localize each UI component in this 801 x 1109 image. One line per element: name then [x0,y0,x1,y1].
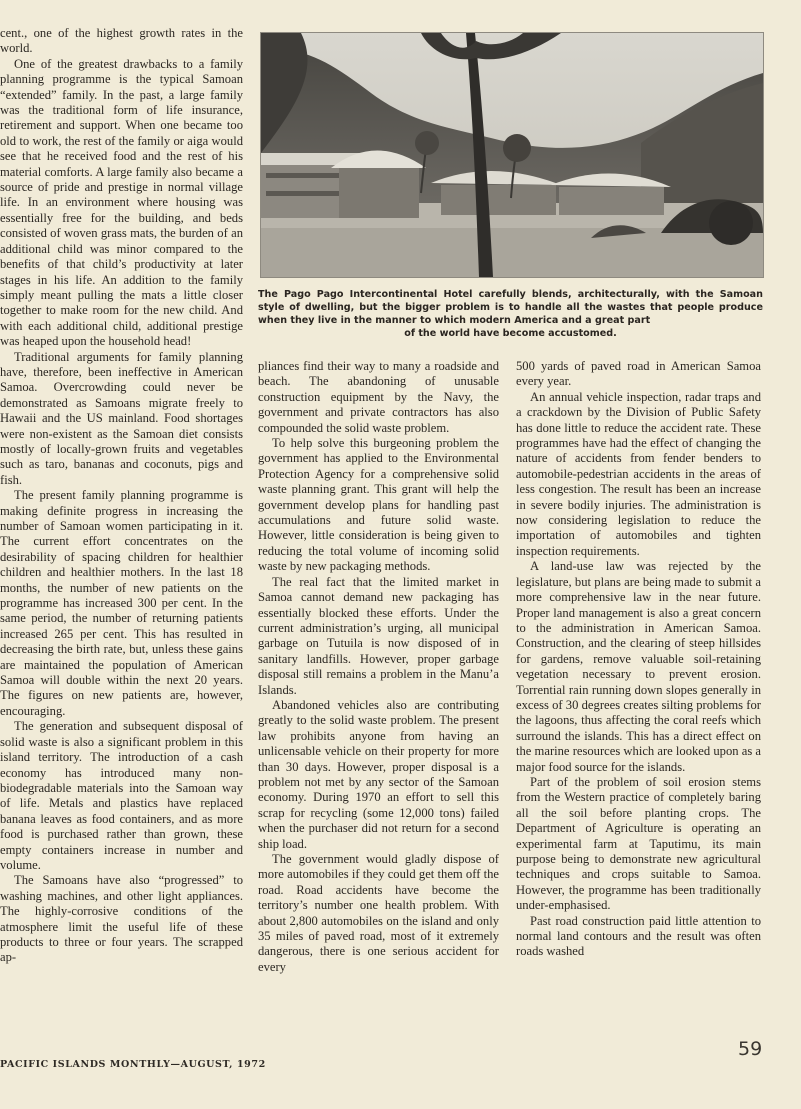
paragraph: Traditional arguments for family planning have, therefore, been ineffective in American Samoa. Overcrowding could never be demonstrated as Samoans migrate freely to Hawaii and the US mainland. Food shortages were non-existent as the Samoan diet consists mostly of locally-grown fruits and vegetables such as taro, bananas and coconuts, pigs and fish. [0,349,243,487]
paragraph: The real fact that the limited market in Samoa cannot demand new packaging has essentially blocked these efforts. Under the current administration’s urging, all municipal garbage on Tutuila is now disposed of in sanitary landfills. However, proper garbage disposal still remains a problem in the Manu’a Islands. [258,574,499,697]
paragraph: The present family planning programme is making definite progress in increasing the number of Samoan women participating in it. The current effort concentrates on the desirability of spacing children for healthier children and healthier mothers. In the last 18 months, the number of new patients on the programme has increased 300 per cent. In the same period, the number of returning patients increased 265 per cent. This has resulted in decreasing the birth rate, but, unless these gains are maintained the population of American Samoa will double within the next 20 years. The figures on new patients are, however, encouraging. [0,488,243,718]
left-column [0,26,243,966]
paragraph: A land-use law was rejected by the legislature, but plans are being made to submit a more comprehensive law in the near future. Proper land management is also a great concern to the administration in American Samoa. Construction, and the clearing of steep hillsides for gardens, remove valuable soil-retaining vegetation necessary to prevent erosion. Torrential rain running down slopes generally in excess of 30 degrees creates silting problems for the lagoons, thus affecting the coral reefs which surround the islands. This has a direct effect on the marine resources which are looked upon as a major food source for the islands. [516,559,761,774]
right-column [516,359,761,960]
middle-column [258,359,499,975]
paragraph: An annual vehicle inspection, radar traps and a crackdown by the Division of Public Safety has done little to reduce the accident rate. These programmes have had the effect of changing the nature of accidents from fender benders to automobile-pedestrian accidents in the areas of less congestion. The result has been an increase in severe bodily injuries. The administration is now considering legislation to reduce the importation of automobiles and tighten inspection requirements. [516,389,761,558]
paragraph: cent., one of the highest growth rates in the world. [0,26,243,56]
paragraph: The government would gladly dispose of more automobiles if they could get them off the road. Road accidents have become the territory’s number one health problem. With about 2,800 automobiles on the island and only 35 miles of paved road, most of it extremely dangerous, there is one serious accident for every [258,852,499,974]
caption-line: The Pago Pago Intercontinental Hotel carefully blends, architecturally, with the Samoan style of dwelling, but the bigger problem is to handle all the wastes that people produce when they live in the manner to which modern America and a great part [258,289,763,326]
paragraph: The Samoans have also “progressed” to washing machines, and other light appliances. The highly-corrosive conditions of the atmosphere limit the useful life of these products to three or four years. The scrapped ap- [0,873,243,965]
paragraph: Abandoned vehicles also are contributing greatly to the solid waste problem. The present law prohibits anyone from having an unlicensable vehicle on their property for more than 30 days. However, proper disposal is a problem not met by any sector of the Samoan economy. During 1970 an effort to sell this scrap for recycling (some 12,000 tons) failed when the purchaser did not return for a second ship load. [258,697,499,851]
paragraph: One of the greatest drawbacks to a family planning programme is the typical Samoan “extended” family. In the past, a large family was the traditional form of life insurance, retirement and support. When one became too old to work, the rest of the family or aiga would see that he received food and the rest of his material comforts. A large family also became a source of pride and prestige in normal village life. In an environment where housing was essentially free for the building, and beds consisted of woven grass mats, the burden of an additional child was minor compared to the benefits of that child’s productivity at later stages in his life. An addition to the family simply meant pulling the mats a little closer together to make room for the new child. And with each additional child, additional prestige was heaped upon the household head! [0,56,243,349]
page-number: 59 [738,1038,763,1060]
paragraph: pliances find their way to many a roadside and beach. The abandoning of unusable construction equipment by the Navy, the government and private contractors has also compounded the solid waste problem. [258,359,499,435]
paragraph: The generation and subsequent disposal of solid waste is also a significant problem in this island territory. The introduction of a cash economy has introduced many non-biodegradable materials into the Samoan way of life. Metals and plastics have replaced banana leaves as food containers, and as more food is purchased rather than grown, these empty containers increase in number and volume. [0,719,243,872]
paragraph: To help solve this burgeoning problem the government has applied to the Environmental Protection Agency for a comprehensive solid waste planning grant. This grant will help the government develop plans for handling past accumulations and future solid waste. However, little consideration is being given to reducing the total volume of incoming solid waste by new packaging methods. [258,436,499,574]
photo-illustration [261,33,763,277]
photo-caption [258,288,763,340]
hotel-photo [260,32,764,278]
paragraph: Past road construction paid little attention to normal land contours and the result was often roads washed [516,913,761,959]
paragraph: 500 yards of paved road in American Samoa every year. [516,359,761,389]
caption-line: of the world have become accustomed. [404,328,617,339]
magazine-footer: PACIFIC ISLANDS MONTHLY—AUGUST, 1972 [0,1059,266,1070]
paragraph: Part of the problem of soil erosion stems from the Western practice of completely baring all the soil before planting crops. The Department of Agriculture is operating an experimental farm at Taputimu, its main purpose being to demonstrate new agricultural techniques and crops suitable to Samoa. However, the programme has been traditionally under-emphasised. [516,774,761,913]
